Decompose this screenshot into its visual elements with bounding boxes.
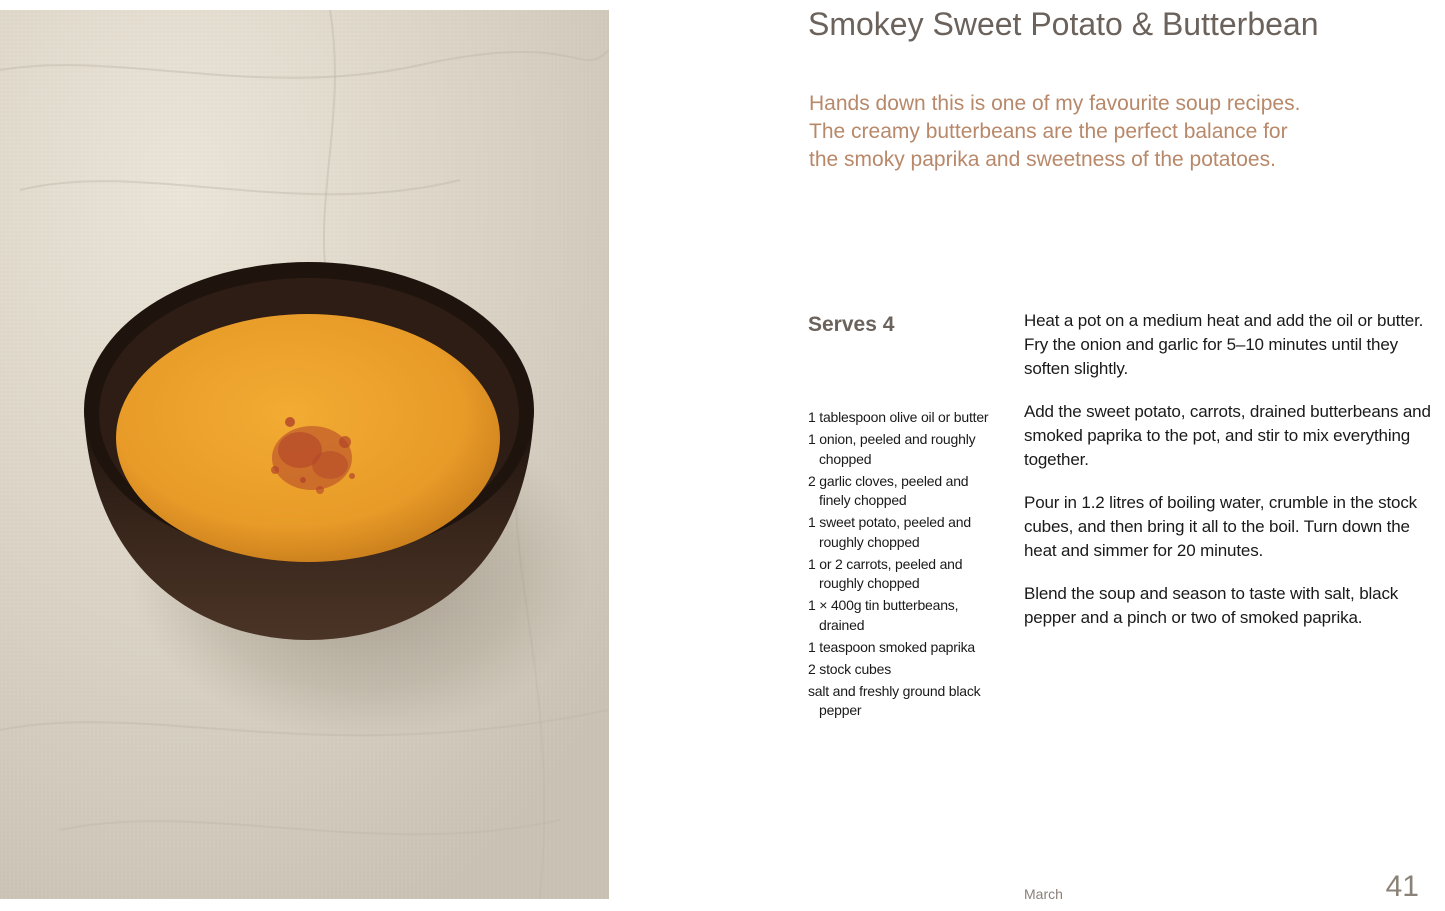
recipe-intro <box>809 90 1419 174</box>
ingredient-item: 1 × 400g tin butterbeans, drained <box>808 597 959 633</box>
intro-line: The creamy butterbeans are the perfect balance for <box>809 120 1288 143</box>
ingredient-item: 1 sweet potato, peeled and roughly chopped <box>808 514 971 550</box>
page-number: 41 <box>1385 870 1419 903</box>
method-step: Add the sweet potato, carrots, drained butterbeans and smoked paprika to the pot, and stir to mix everything together. <box>1024 402 1431 469</box>
serves-heading: Serves 4 <box>808 313 895 336</box>
method-step: Blend the soup and season to taste with salt, black pepper and a pinch or two of smoked paprika. <box>1024 584 1399 627</box>
ingredient-item: 1 or 2 carrots, peeled and roughly chopped <box>808 555 963 591</box>
method-step: Pour in 1.2 litres of boiling water, crumble in the stock cubes, and then bring it all to the boil. Turn down the heat and simmer for 20 minutes. <box>1024 493 1418 560</box>
ingredient-item: 1 onion, peeled and roughly chopped <box>808 431 976 467</box>
ingredient-item: 1 teaspoon smoked paprika <box>808 638 975 655</box>
method-steps <box>1024 309 1434 649</box>
method-step: Heat a pot on a medium heat and add the oil or butter. Fry the onion and garlic for 5–10 minutes until they soften slightly. <box>1024 311 1424 378</box>
ingredient-item: 2 stock cubes <box>808 660 891 677</box>
section-label: March <box>1024 886 1063 902</box>
ingredients-list <box>808 408 998 723</box>
recipe-title: Smokey Sweet Potato & Butterbean <box>808 6 1319 42</box>
soup-photo <box>0 10 609 899</box>
intro-line: the smoky paprika and sweetness of the potatoes. <box>809 148 1276 171</box>
ingredient-item: salt and freshly ground black pepper <box>808 682 981 718</box>
ingredient-item: 1 tablespoon olive oil or butter <box>808 409 989 425</box>
ingredient-item: 2 garlic cloves, peeled and finely chopped <box>808 472 969 508</box>
soup-bowl-illustration <box>0 10 609 899</box>
intro-line: Hands down this is one of my favourite soup recipes. <box>809 92 1301 115</box>
